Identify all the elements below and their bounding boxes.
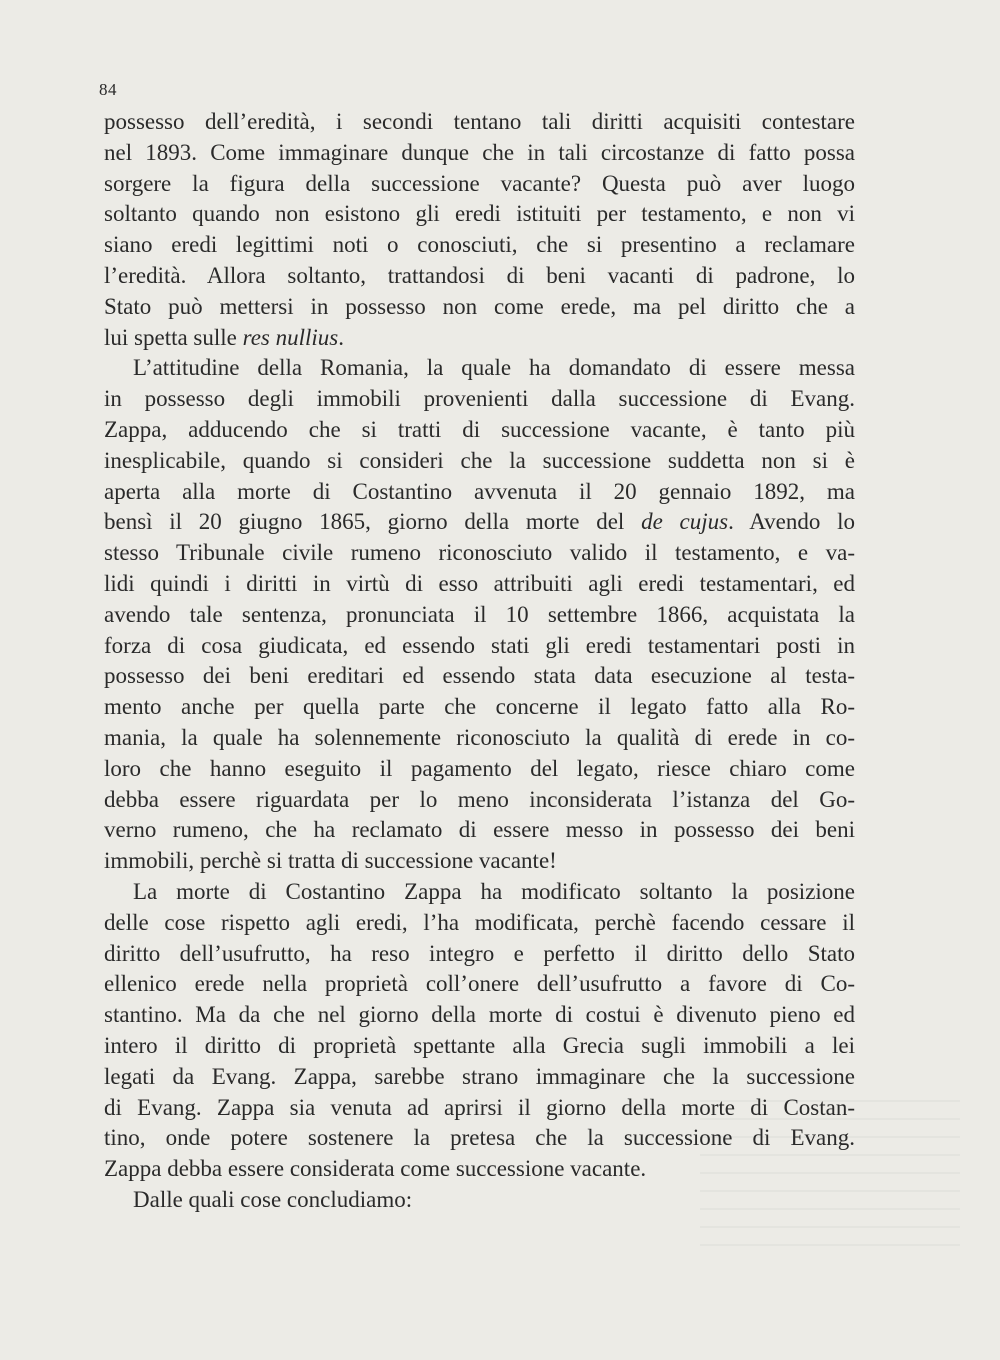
text-line-content: delle cose rispetto agli eredi, l’ha modificata, perchè facendo cessare il [104, 909, 855, 935]
text-line-content: ellenico erede nella proprietà coll’onere dell’usufrutto a favore di Co- [104, 971, 855, 997]
text-line-content: nel 1893. Come immaginare dunque che in tali circostanze di fatto possa [104, 139, 855, 165]
text-line [104, 1031, 855, 1062]
text-line-content: siano eredi legittimi noti o conosciuti, che si presentino a reclamare [104, 232, 855, 258]
text-line-content: in possesso degli immobili provenienti dalla successione di Evang. [104, 386, 855, 412]
text-line-content: loro che hanno eseguito il pagamento del legato, riesce chiaro come [104, 755, 855, 781]
text-line [104, 323, 855, 354]
text-line-content: intero il diritto di proprietà spettante alla Grecia sugli immobili a lei [104, 1032, 855, 1058]
text-line-content: immobili, perchè si tratta di successione vacante! [104, 848, 557, 874]
text-line-content: avendo tale sentenza, pronunciata il 10 settembre 1866, acquistata la [104, 601, 855, 627]
text-line [104, 754, 855, 785]
text-line-content: La morte di Costantino Zappa ha modificato soltanto la posizione [133, 878, 855, 904]
text-line [104, 261, 855, 292]
text-line-content: possesso dell’eredità, i secondi tentano tali diritti acquisiti contestare [104, 109, 855, 134]
text-line-content: stantino. Ma da che nel giorno della morte di costui è divenuto pieno ed [104, 1002, 855, 1028]
text-line-content: mania, la quale ha solennemente riconosciuto la qualità di erede in co- [104, 724, 855, 750]
text-line [104, 446, 855, 477]
text-line [104, 1000, 855, 1031]
text-line [104, 507, 855, 538]
text-line [104, 199, 855, 230]
text-line-content: debba essere riguardata per lo meno inconsiderata l’istanza del Go- [104, 786, 855, 812]
text-line [104, 1185, 855, 1216]
text-line-content: verno rumeno, che ha reclamato di essere messo in possesso dei beni [104, 817, 855, 843]
text-line-content: lui spetta sulle [104, 324, 243, 350]
text-line-content: sorgere la figura della successione vacante? Questa può aver luogo [104, 170, 855, 196]
text-line-content: bensì il 20 giugno 1865, giorno della morte del [104, 509, 642, 535]
text-line [104, 415, 855, 446]
text-line-content: forza di cosa giudicata, ed essendo stati gli eredi testamentari posti in [104, 632, 855, 658]
text-line [104, 538, 855, 569]
text-line-content: l’eredità. Allora soltanto, trattandosi di beni vacanti di padrone, lo [104, 262, 855, 288]
text-line [104, 569, 855, 600]
text-line-content: possesso dei beni ereditari ed essendo stata data esecuzione al testa- [104, 663, 855, 689]
text-line [104, 661, 855, 692]
text-line-content: tino, onde potere sostenere la pretesa che la successione di Evang. [104, 1125, 855, 1151]
text-line-suffix: . [338, 324, 345, 350]
text-line [104, 353, 855, 384]
text-line [104, 939, 855, 970]
text-line [104, 1123, 855, 1154]
text-line [104, 600, 855, 631]
text-line-content: Stato può mettersi in possesso non come erede, ma pel diritto che a [104, 293, 855, 319]
text-line-content: di Evang. Zappa sia venuta ad aprirsi il giorno della morte di Costan- [104, 1094, 855, 1120]
text-line [104, 969, 855, 1000]
text-line [104, 815, 855, 846]
text-line [104, 877, 855, 908]
text-line-content: L’attitudine della Romania, la quale ha domandato di essere messa [133, 355, 855, 381]
text-line [104, 846, 855, 877]
text-line-content: Zappa, adducendo che si tratti di successione vacante, è tanto più [104, 416, 855, 442]
italic-term: de cujus [641, 509, 729, 535]
text-line-content: Dalle quali cose concludiamo: [133, 1186, 413, 1212]
text-line [104, 908, 855, 939]
text-line-content: soltanto quando non esistono gli eredi istituiti per testamento, e non vi [104, 201, 855, 227]
text-line-content: stesso Tribunale civile rumeno riconosciuto valido il testamento, e va- [104, 540, 855, 566]
text-line [104, 477, 855, 508]
text-line [104, 692, 855, 723]
text-line [104, 384, 855, 415]
text-line [104, 1062, 855, 1093]
text-line-content: mento anche per quella parte che concerne il legato fatto alla Ro- [104, 694, 855, 720]
text-line-content: inesplicabile, quando si consideri che la successione suddetta non si è [104, 447, 855, 473]
text-line [104, 1093, 855, 1124]
page-number: 84 [99, 80, 117, 99]
text-line-content: Zappa debba essere considerata come successione vacante. [104, 1156, 647, 1182]
text-line-content: diritto dell’usufrutto, ha reso integro e perfetto il diritto dello Stato [104, 940, 855, 966]
text-line [104, 723, 855, 754]
text-line [104, 107, 855, 138]
text-line [104, 1154, 855, 1185]
text-line [104, 169, 855, 200]
text-line-content: aperta alla morte di Costantino avvenuta il 20 gennaio 1892, ma [104, 478, 855, 504]
text-line [104, 292, 855, 323]
text-line [104, 631, 855, 662]
italic-term: res nullius [242, 324, 339, 350]
body-text [104, 107, 855, 1216]
text-line-content: lidi quindi i diritti in virtù di esso attribuiti agli eredi testamentari, ed [104, 570, 855, 596]
text-line-suffix: . Avendo lo [728, 509, 855, 535]
text-line [104, 138, 855, 169]
text-line [104, 785, 855, 816]
text-line [104, 230, 855, 261]
text-line-content: legati da Evang. Zappa, sarebbe strano immaginare che la successione [104, 1063, 855, 1089]
